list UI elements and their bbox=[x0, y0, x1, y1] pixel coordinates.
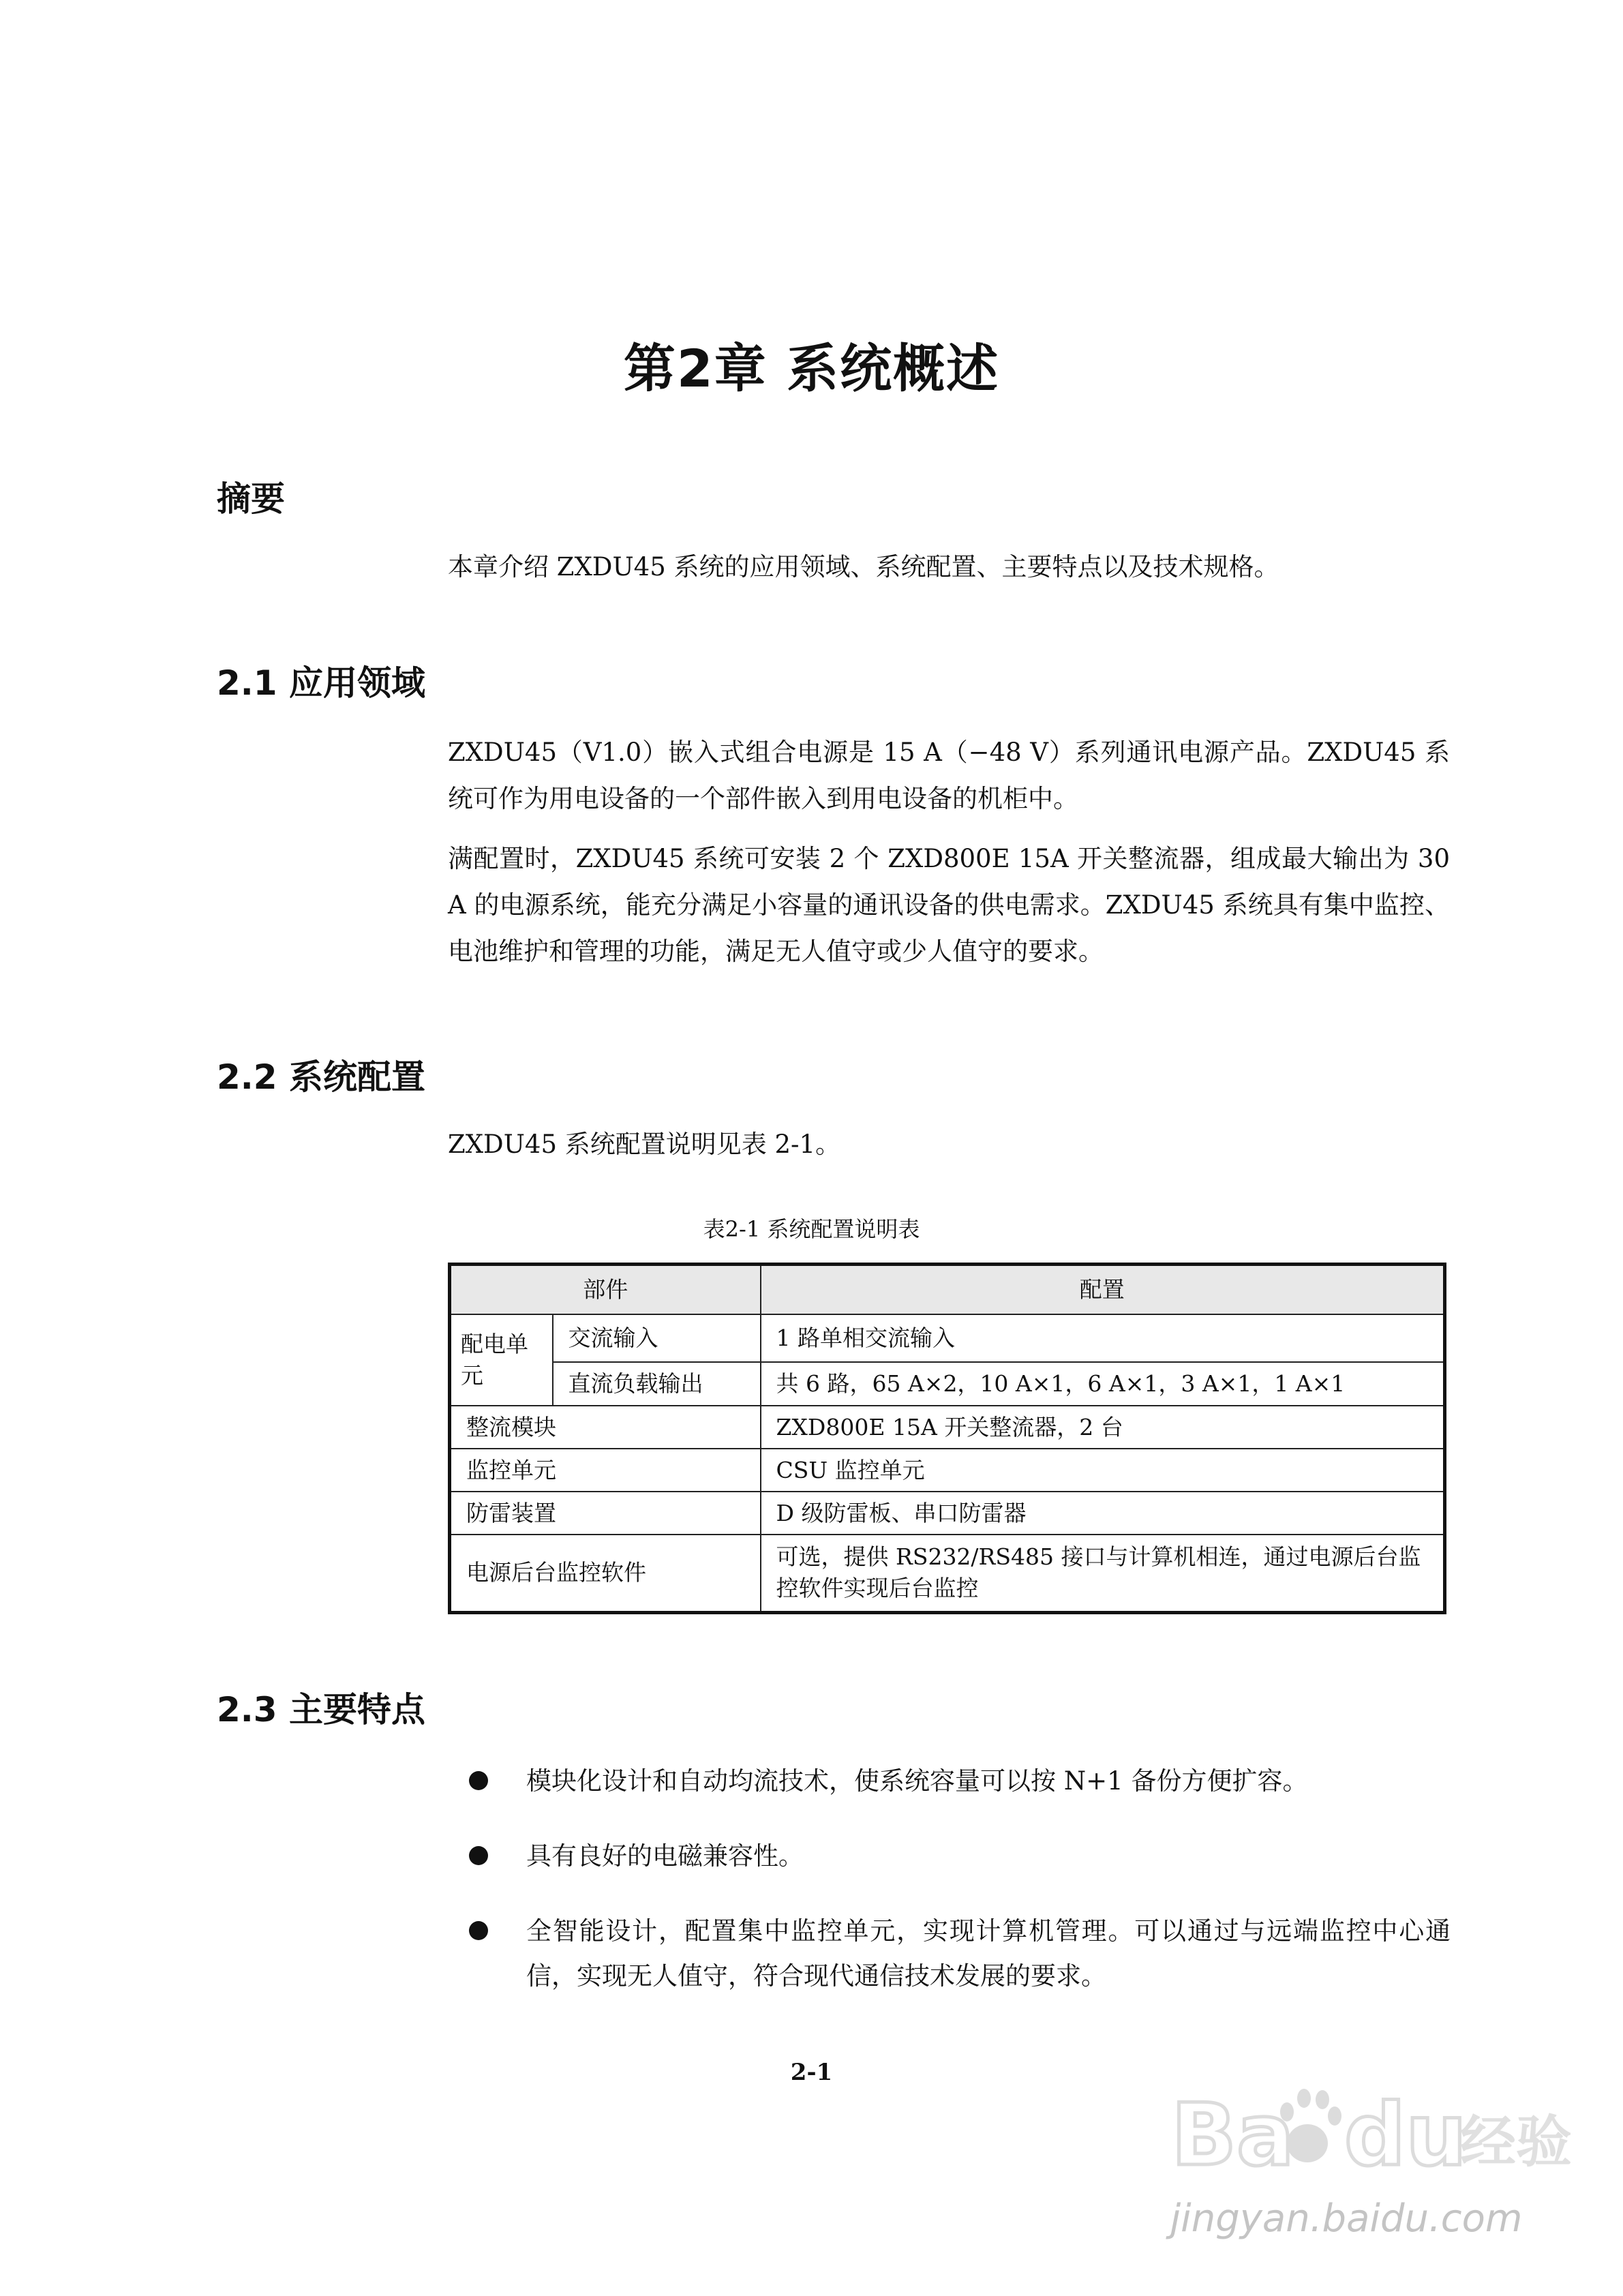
row-config: 1 路单相交流输入 bbox=[761, 1314, 1445, 1362]
row-sub-part: 交流输入 bbox=[553, 1314, 761, 1362]
row-part: 整流模块 bbox=[450, 1406, 761, 1449]
bullet-icon bbox=[469, 1771, 488, 1790]
watermark-url: jingyan.baidu.com bbox=[1170, 2196, 1523, 2241]
row-config: 共 6 路，65 A×2，10 A×1，6 A×1，3 A×1，1 A×1 bbox=[761, 1362, 1445, 1406]
section-2-3-heading: 2.3 主要特点 bbox=[217, 1690, 425, 1729]
section-2-1-heading: 2.1 应用领域 bbox=[217, 663, 425, 703]
bullet-icon bbox=[469, 1846, 488, 1865]
list-item bbox=[469, 1834, 1451, 1879]
row-sub-part: 直流负载输出 bbox=[553, 1362, 761, 1406]
header-part: 部件 bbox=[450, 1265, 761, 1315]
group-label-cell: 配电单元 bbox=[450, 1314, 553, 1406]
abstract-text: 本章介绍 ZXDU45 系统的应用领域、系统配置、主要特点以及技术规格。 bbox=[448, 552, 1279, 581]
baidu-watermark-logo-icon bbox=[1166, 2072, 1588, 2188]
bullet-icon bbox=[469, 1921, 488, 1940]
section-2-1-paragraph-2: 满配置时，ZXDU45 系统可安装 2 个 ZXD800E 15A 开关整流器，组成最大输出为 30 A 的电源系统，能充分满足小容量的通讯设备的供电需求。ZXDU45 系统具有集中监控、电池维护和管理的功能，满足无人值守或少人值守的要求。 bbox=[448, 844, 1450, 966]
row-config: 可选，提供 RS232/RS485 接口与计算机相连，通过电源后台监控软件实现后台监控 bbox=[761, 1535, 1445, 1612]
bullet-text: 具有良好的电磁兼容性。 bbox=[526, 1841, 804, 1871]
row-part: 监控单元 bbox=[450, 1449, 761, 1492]
section-2-2-heading: 2.2 系统配置 bbox=[217, 1057, 425, 1097]
table-row bbox=[450, 1535, 1445, 1612]
list-item bbox=[469, 1759, 1451, 1804]
table-row bbox=[450, 1314, 1445, 1362]
bullet-text: 模块化设计和自动均流技术，使系统容量可以按 N+1 备份方便扩容。 bbox=[526, 1766, 1308, 1796]
svg-text:经验: 经验 bbox=[1460, 2110, 1573, 2175]
row-config: D 级防雷板、串口防雷器 bbox=[761, 1492, 1445, 1535]
abstract-heading: 摘要 bbox=[217, 479, 285, 519]
table-row bbox=[450, 1406, 1445, 1449]
table-row bbox=[450, 1449, 1445, 1492]
table-row bbox=[450, 1492, 1445, 1535]
row-config: CSU 监控单元 bbox=[761, 1449, 1445, 1492]
row-part: 防雷装置 bbox=[450, 1492, 761, 1535]
bullet-text: 全智能设计，配置集中监控单元，实现计算机管理。可以通过与远端监控中心通信，实现无人值守，符合现代通信技术发展的要求。 bbox=[526, 1916, 1451, 1991]
page-number: 2-1 bbox=[790, 2059, 833, 2086]
svg-text:Ba: Ba bbox=[1171, 2085, 1295, 2185]
table-header-row bbox=[450, 1265, 1445, 1315]
table-row bbox=[450, 1362, 1445, 1406]
table-caption: 表2-1 系统配置说明表 bbox=[703, 1216, 920, 1242]
system-config-table bbox=[448, 1263, 1446, 1614]
row-part: 电源后台监控软件 bbox=[450, 1535, 761, 1612]
list-item bbox=[469, 1909, 1451, 1999]
row-config: ZXD800E 15A 开关整流器，2 台 bbox=[761, 1406, 1445, 1449]
chapter-title: 第2章 系统概述 bbox=[623, 338, 1000, 399]
section-2-2-intro: ZXDU45 系统配置说明见表 2-1。 bbox=[448, 1130, 841, 1159]
svg-text:du: du bbox=[1344, 2085, 1467, 2185]
section-2-1-paragraph-1: ZXDU45（V1.0）嵌入式组合电源是 15 A（−48 V）系列通讯电源产品。ZXDU45 系统可作为用电设备的一个部件嵌入到用电设备的机柜中。 bbox=[448, 738, 1450, 813]
header-config: 配置 bbox=[761, 1265, 1445, 1315]
